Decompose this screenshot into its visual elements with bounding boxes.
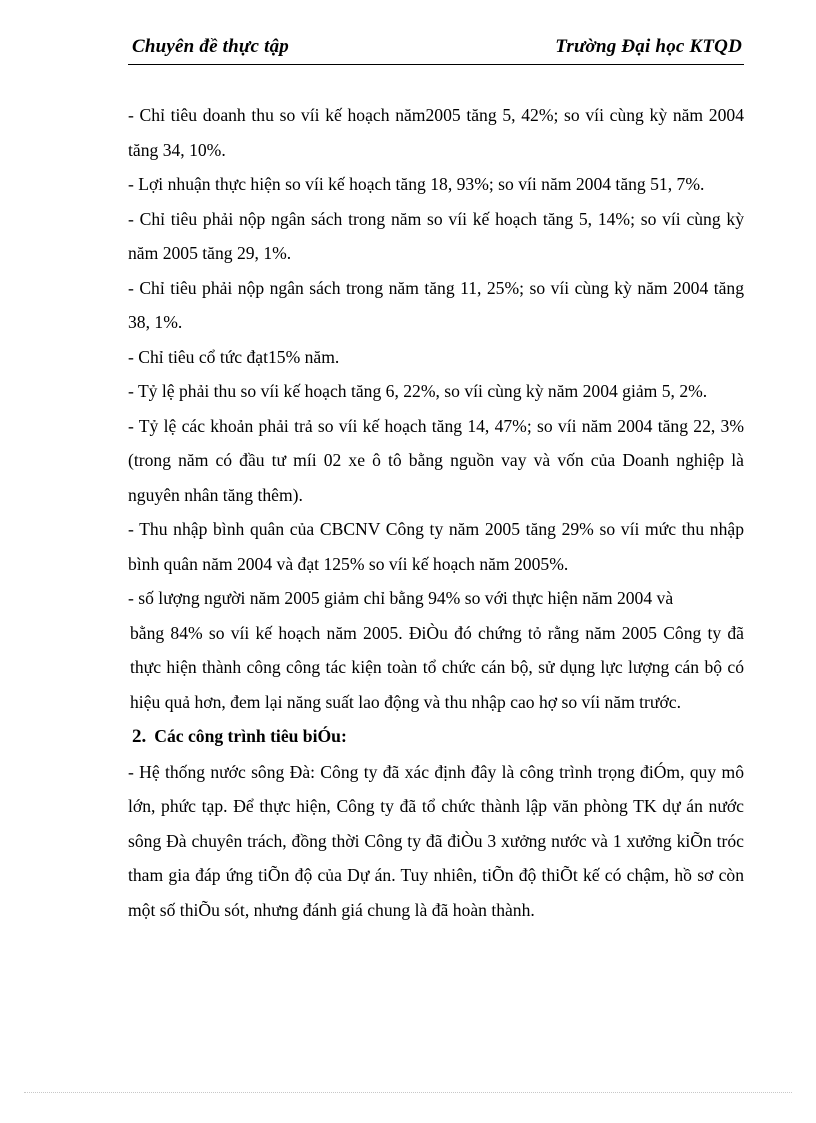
paragraph-receivables: - Tỷ lệ phải thu so víi kế hoạch tăng 6, 22%, so víi cùng kỳ năm 2004 giảm 5, 2%. xyxy=(128,381,708,401)
paragraph-song-da-project: - Hệ thống nước sông Đà: Công ty đã xác định đây là công trình trọng điÓm, quy mô lớn, phức tạp. Để thực hiện, Công ty đã tổ chức thành lập văn phòng TK dự án nước sông Đà chuyên trách, đồng thời Công ty đã điÒu 3 xưởng nước và 1 xưởng kiÕn tróc tham gia đáp ứng tiÕn độ của Dự án. Tuy nhiên, tiÕn độ thiÕt kế có chậm, hồ sơ còn một số thiÕu sót, nhưng đánh giá chung là đã hoàn thành. xyxy=(128,761,744,920)
header-document-title: Chuyên đề thực tập xyxy=(132,36,289,57)
section-heading xyxy=(128,719,744,755)
section-number: 2. xyxy=(132,726,147,747)
page-header xyxy=(128,36,744,65)
header-university-name: Trường Đại học KTQD xyxy=(555,36,742,57)
paragraph-headcount-first-line: - số lượng người năm 2005 giảm chỉ bằng 94% so với thực hiện năm 2004 và xyxy=(128,588,674,608)
paragraph-profit: - Lợi nhuận thực hiện so víi kế hoạch tăng 18, 93%; so víi năm 2004 tăng 51, 7%. xyxy=(128,174,705,194)
paragraph-payables: - Tỷ lệ các khoản phải trả so víi kế hoạch tăng 14, 47%; so víi năm 2004 tăng 22, 3% (trong năm có đầu tư míi 02 xe ô tô bằng nguồn vay và vốn của Doanh nghiệp là nguyên nhân tăng thêm). xyxy=(128,415,744,505)
paragraph-headcount-rest: bằng 84% so víi kế hoạch năm 2005. ĐiÒu đó chứng tỏ rằng năm 2005 Công ty đã thực hiện thành công công tác kiện toàn tổ chức cán bộ, sử dụng lực lượng cán bộ có hiệu quả hơn, đem lại năng suất lao động và thu nhập cao hợ so víi năm trước. xyxy=(130,622,744,712)
paragraph-income: - Thu nhập bình quân của CBCNV Công ty năm 2005 tăng 29% so víi mức thu nhập bình quân năm 2004 và đạt 125% so víi kế hoạch năm 2005%. xyxy=(128,519,744,574)
paragraph-budget-year: - Chỉ tiêu phải nộp ngân sách trong năm tăng 11, 25%; so víi cùng kỳ năm 2004 tăng 38, 1%. xyxy=(128,277,744,332)
paragraph-budget-plan: - Chỉ tiêu phải nộp ngân sách trong năm so víi kế hoạch tăng 5, 14%; so víi cùng kỳ năm 2005 tăng 29, 1%. xyxy=(128,208,744,263)
page-bottom-divider xyxy=(24,1092,792,1093)
paragraph-dividend: - Chỉ tiêu cổ tức đạt15% năm. xyxy=(128,346,340,367)
paragraph-revenue: - Chỉ tiêu doanh thu so víi kế hoạch năm2005 tăng 5, 42%; so víi cùng kỳ năm 2004 tăng 34, 10%. xyxy=(128,105,744,160)
document-body xyxy=(128,98,744,927)
section-title: Các công trình tiêu biÓu: xyxy=(154,726,347,746)
